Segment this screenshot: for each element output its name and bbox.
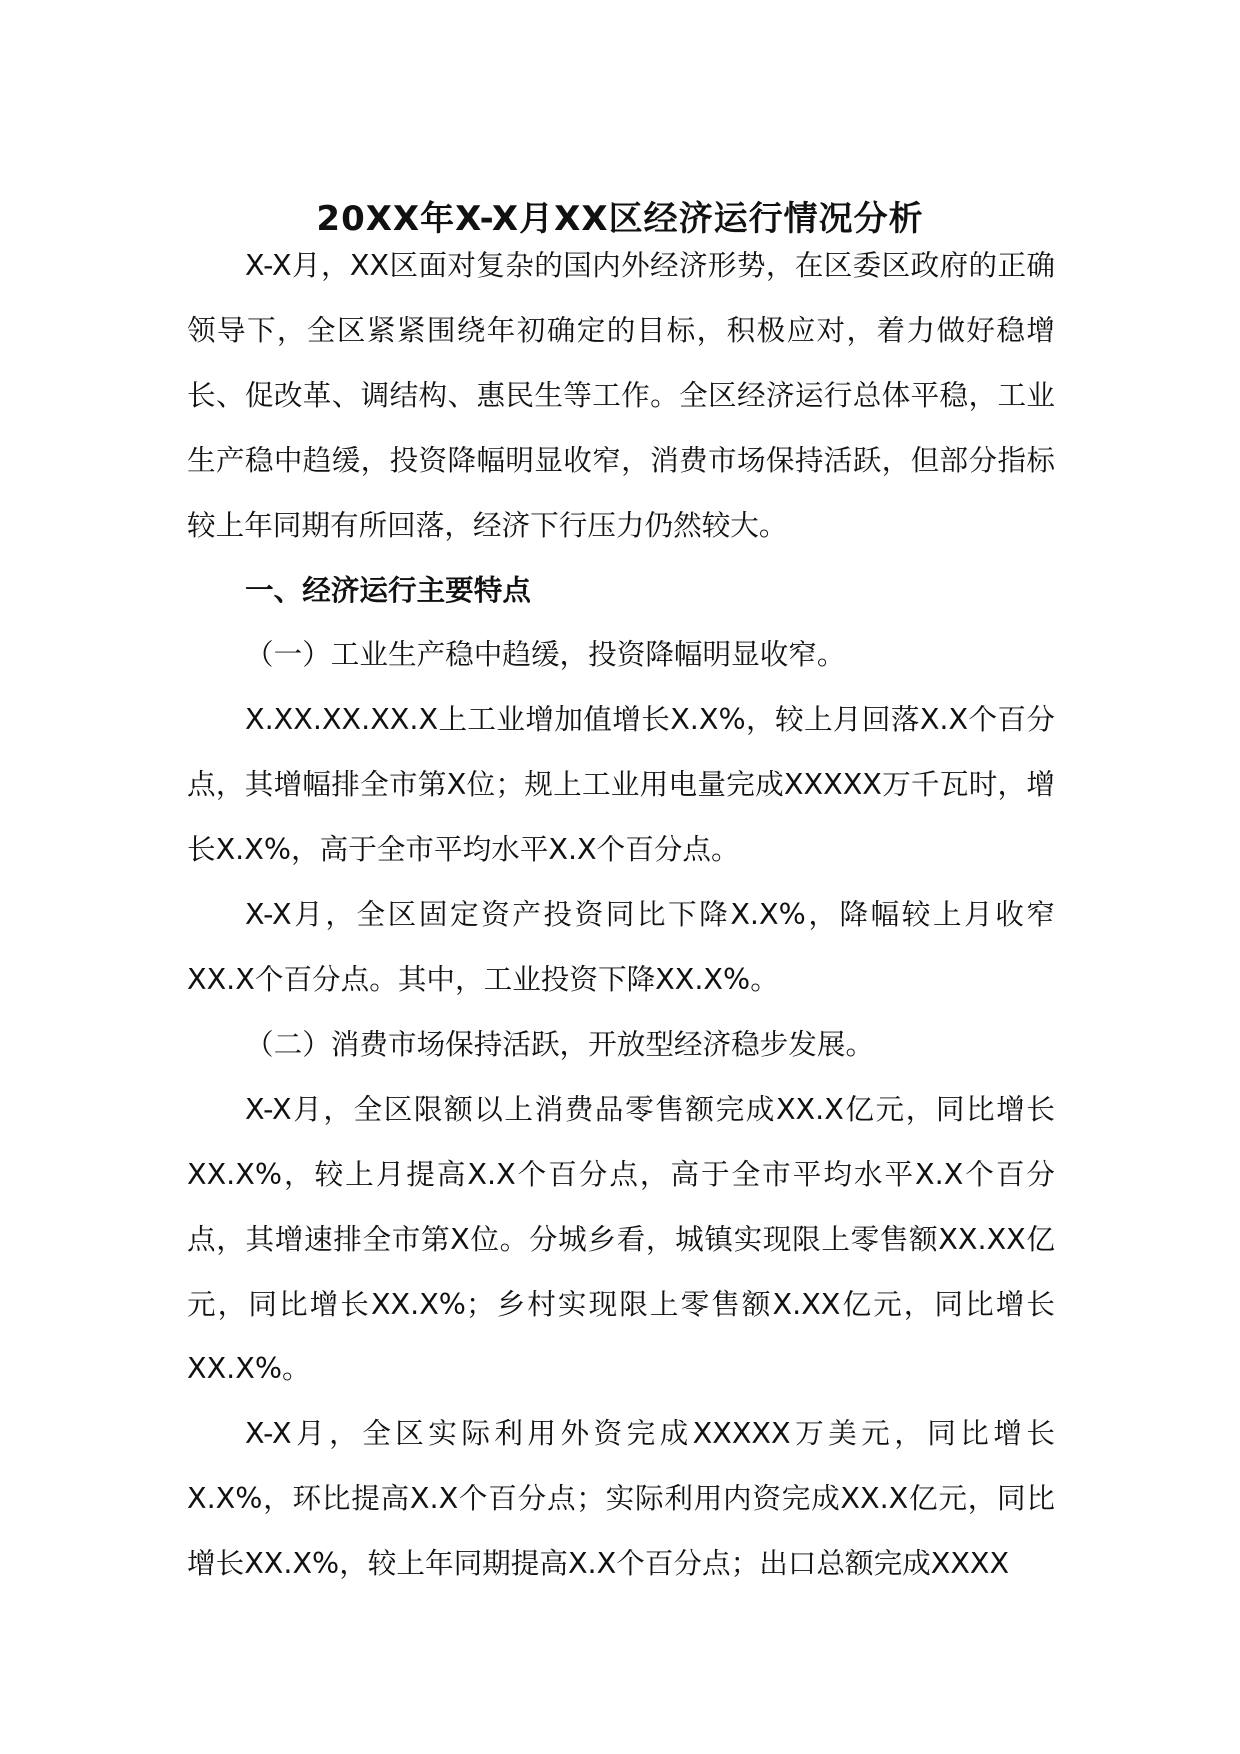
document-body xyxy=(187,233,1055,1596)
subsection-heading: （一）工业生产稳中趋缓，投资降幅明显收窄。 xyxy=(245,637,846,672)
subsection-heading: （二）消费市场保持活跃，开放型经济稳步发展。 xyxy=(245,1026,875,1061)
section-heading: 一、经济运行主要特点 xyxy=(245,572,531,607)
body-paragraph: X.XX.XX.XX.X上工业增加值增长X.X%，较上月回落X.X个百分点，其增幅排全市第X位；规上工业用电量完成XXXXX万千瓦时，增长X.X%，高于全市平均水平X.X个百分点。 xyxy=(187,702,1055,867)
body-paragraph: X-X月，全区限额以上消费品零售额完成XX.X亿元，同比增长XX.X%，较上月提高X.X个百分点，高于全市平均水平X.X个百分点，其增速排全市第X位。分城乡看，城镇实现限上零售额XX.XX亿元，同比增长XX.X%；乡村实现限上零售额X.XX亿元，同比增长XX.X%。 xyxy=(187,1091,1055,1386)
body-paragraph: X-X月，全区固定资产投资同比下降X.X%，降幅较上月收窄XX.X个百分点。其中，工业投资下降XX.X%。 xyxy=(187,897,1055,996)
intro-paragraph: X-X月，XX区面对复杂的国内外经济形势，在区委区政府的正确领导下，全区紧紧围绕年初确定的目标，积极应对，着力做好稳增长、促改革、调结构、惠民生等工作。全区经济运行总体平稳，工业生产稳中趋缓，投资降幅明显收窄，消费市场保持活跃，但部分指标较上年同期有所回落，经济下行压力仍然较大。 xyxy=(187,248,1055,542)
body-paragraph: X-X月，全区实际利用外资完成XXXXX万美元，同比增长X.X%，环比提高X.X个百分点；实际利用内资完成XX.X亿元，同比增长XX.X%，较上年同期提高X.X个百分点；出口总额完成XXXX xyxy=(187,1416,1055,1581)
document-title: 20XX年X-X月XX区经济运行情况分析 xyxy=(316,198,924,239)
